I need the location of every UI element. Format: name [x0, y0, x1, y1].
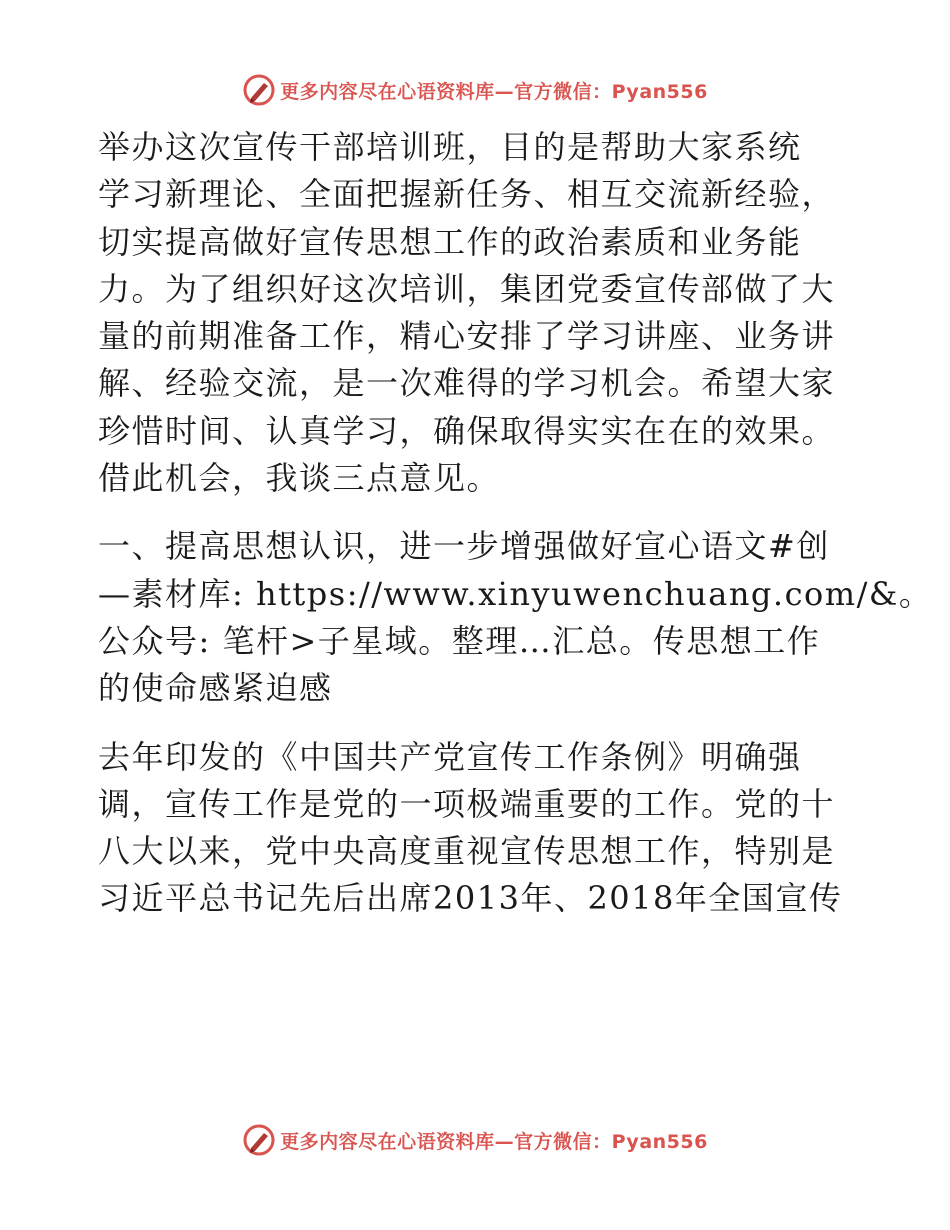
paragraph-regulations: [98, 734, 858, 923]
text-line: 借此机会，我谈三点意见。: [98, 459, 501, 498]
text-line: 解、经验交流，是一次难得的学习机会。希望大家: [98, 364, 836, 403]
header-banner: [0, 70, 950, 110]
paragraph-section-one: [98, 523, 933, 712]
text-line: 力。为了组织好这次培训，集团党委宣传部做了大: [98, 269, 836, 308]
text-line: —素材库: https://www.xinyuwenchuang.com/&。: [98, 574, 933, 613]
text-line: 举办这次宣传干部培训班，目的是帮助大家系统: [98, 128, 802, 166]
banner-text: 更多内容尽在心语资料库—官方微信：Pyan556: [280, 80, 708, 103]
banner-text: 更多内容尽在心语资料库—官方微信：Pyan556: [280, 1130, 708, 1153]
text-line: 去年印发的《中国共产党宣传工作条例》明确强: [98, 737, 802, 776]
text-line: 切实提高做好宣传思想工作的政治素质和业务能: [98, 222, 802, 261]
pen-logo-icon: [242, 73, 276, 107]
text-line: 一、提高思想认识，进一步增强做好宣心语文#创: [98, 527, 830, 566]
text-line: 珍惜时间、认真学习，确保取得实实在在的效果。: [98, 411, 836, 450]
text-line: 的使命感紧迫感: [98, 669, 333, 708]
pen-logo-icon: [242, 1123, 276, 1157]
text-line: 八大以来，党中央高度重视宣传思想工作，特别是: [98, 832, 836, 871]
text-line: 公众号: 笔杆>子星域。整理…汇总。传思想工作: [98, 621, 821, 660]
text-line: 量的前期准备工作，精心安排了学习讲座、业务讲: [98, 317, 836, 356]
text-line: 习近平总书记先后出席2013年、2018年全国宣传: [98, 879, 843, 918]
text-line: 学习新理论、全面把握新任务、相互交流新经验，: [98, 175, 836, 214]
footer-banner: [0, 1120, 950, 1160]
text-line: 调，宣传工作是党的一项极端重要的工作。党的十: [98, 784, 836, 823]
document-body: [98, 124, 933, 923]
paragraph-intro: [98, 124, 858, 502]
